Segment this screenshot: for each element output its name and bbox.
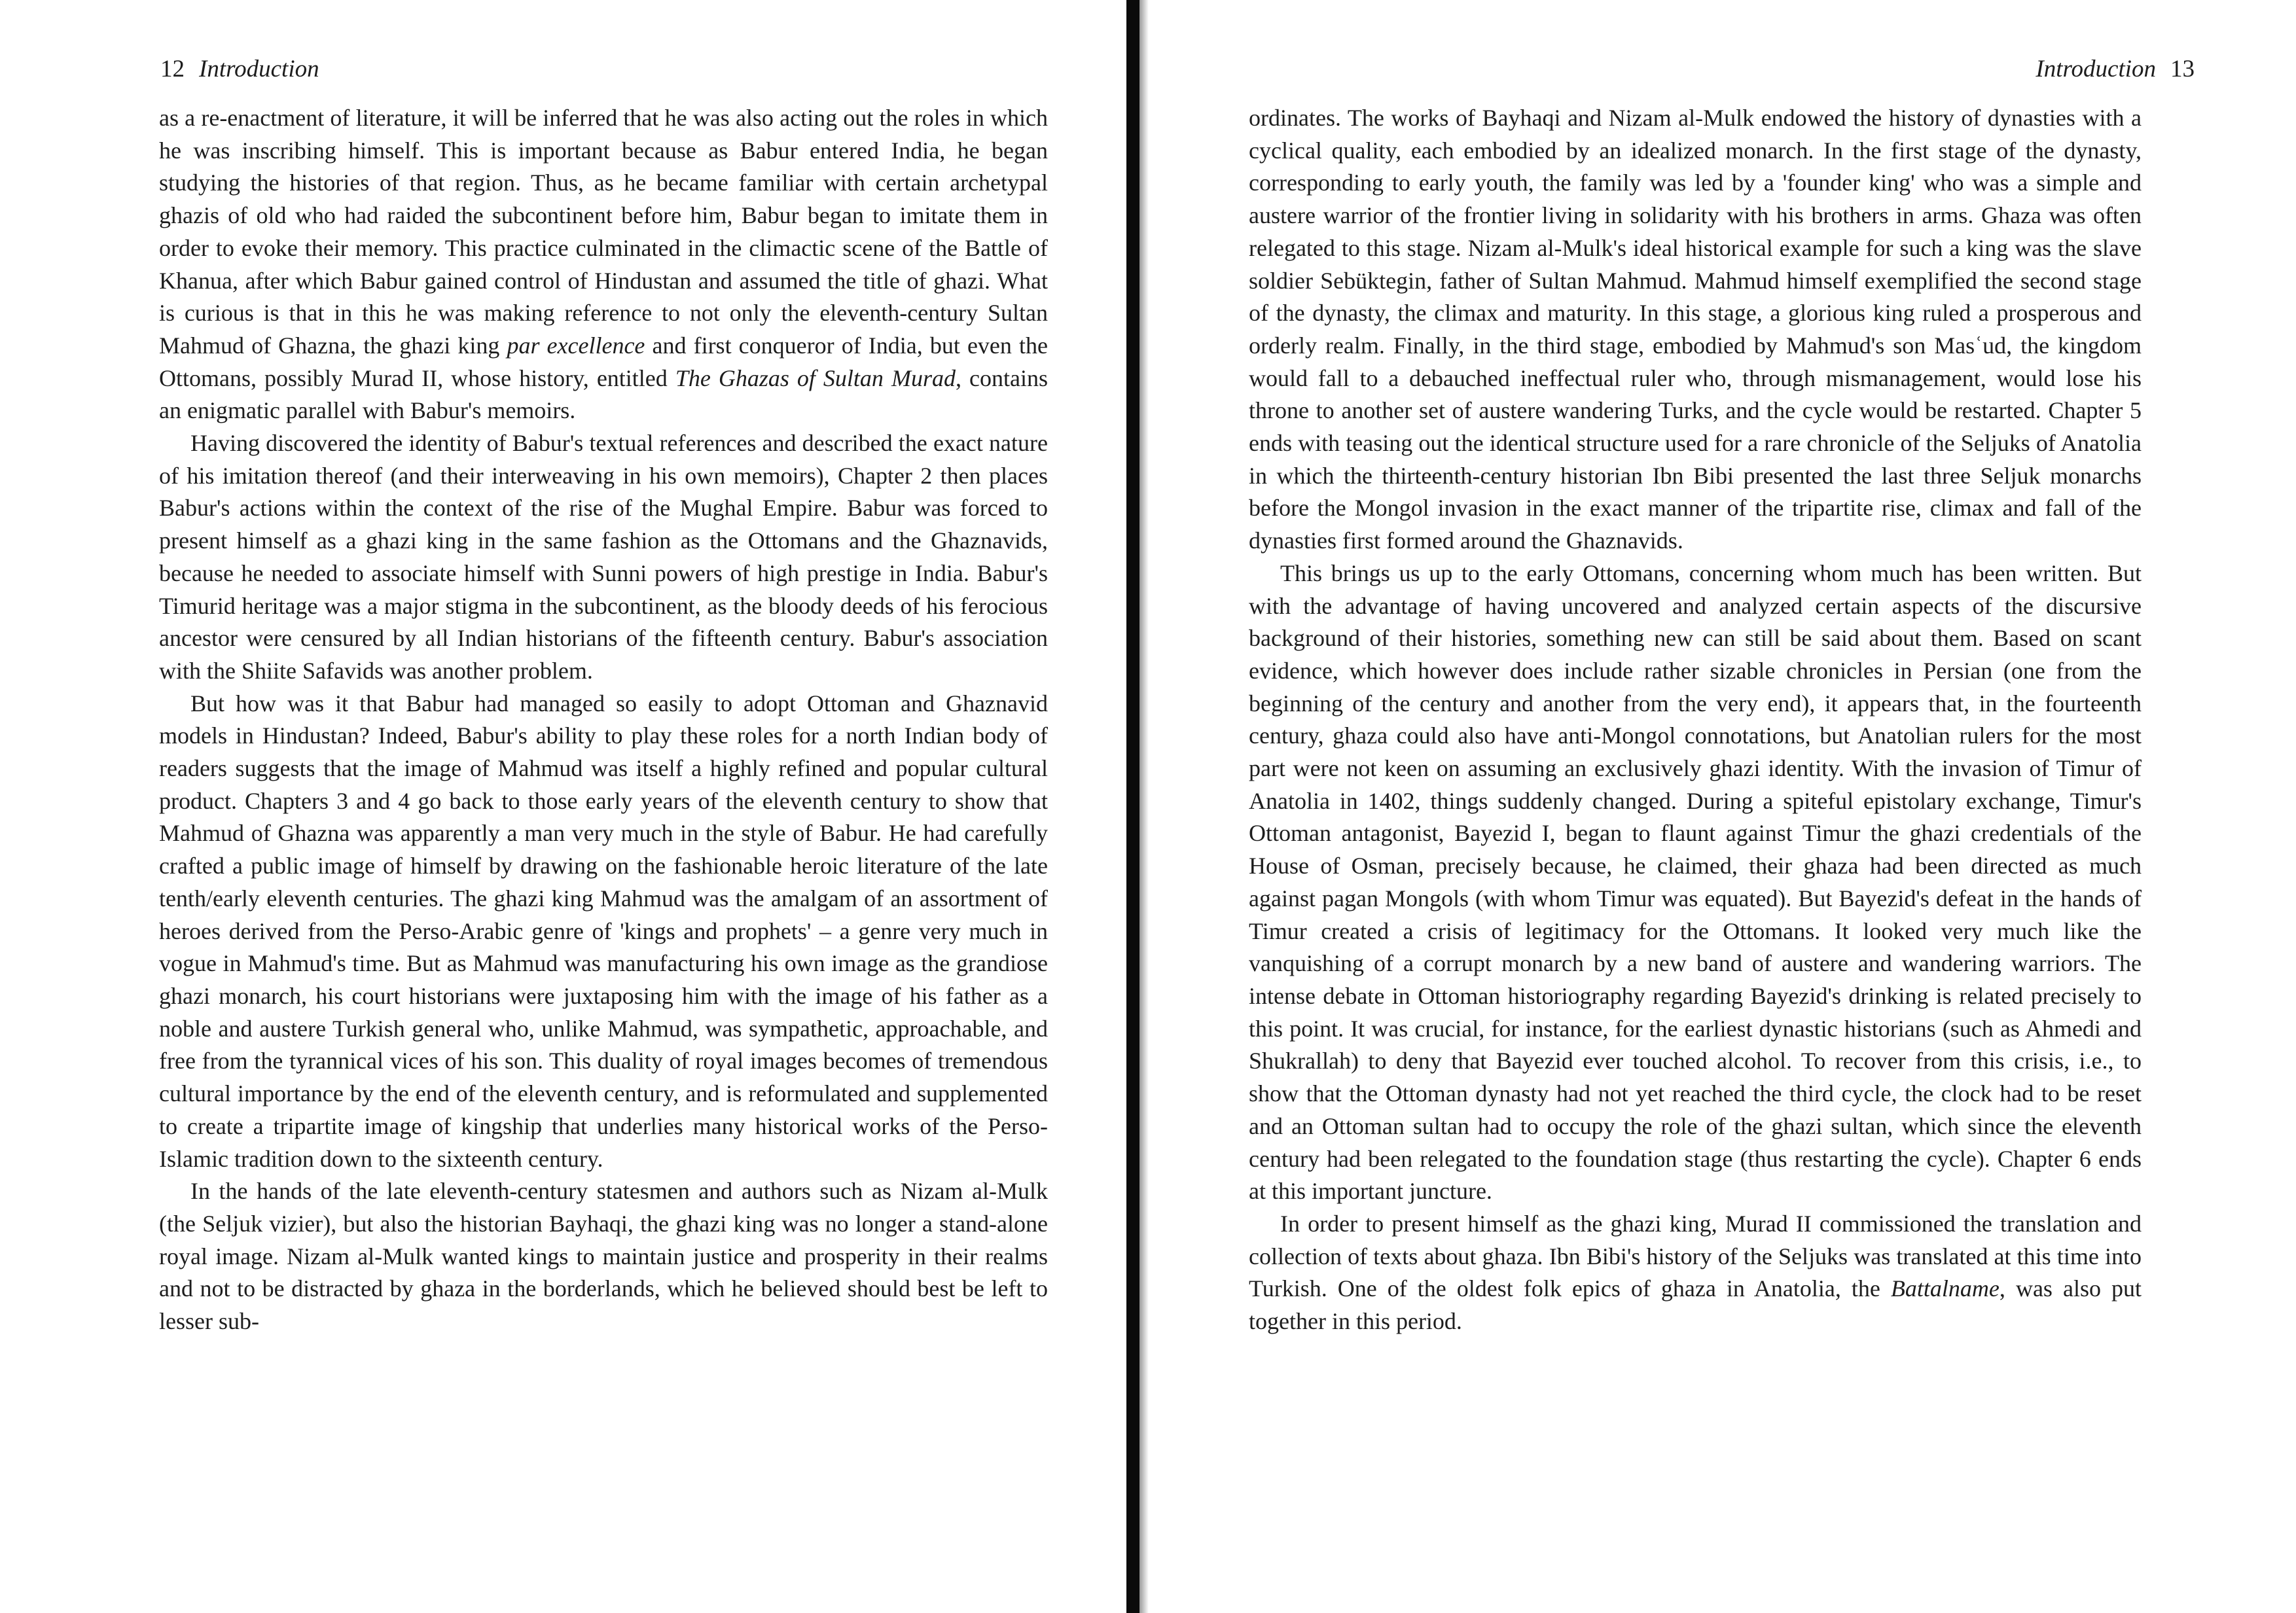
right-page — [1149, 0, 2296, 1613]
right-running-head — [2036, 55, 2195, 84]
left-page-number: 12 — [160, 56, 185, 82]
left-running-title: Introduction — [199, 56, 319, 82]
paragraph-text: ordinates. The works of Bayhaqi and Nizam al-Mulk endowed the history of dynasties with a cyclical quality, each embodied by an idealized monarch. In the first stage of the dynasty, corresponding to early youth, the family was led by a 'founder king' who was a simple and austere warrior of the frontier living in solidarity with his brothers in arms. Ghaza was often relegated to this stage. Nizam al-Mulk's ideal historical example for such a king was the slave soldier Sebüktegin, father of Sultan Mahmud. Mahmud himself exemplified the second stage of the dynasty, the climax and maturity. In this stage, a glorious king ruled a prosperous and orderly realm. Finally, in the third stage, embodied by Mahmud's son Masʿud, the kingdom would fall to a debauched ineffectual ruler who, through mismanagement, would lose his throne to another set of austere wandering Turks, and the cycle would be restarted. Chapter 5 ends with teasing out the identical structure used for a rare chronicle of the Seljuks of Anatolia in which the thirteenth-century historian Ibn Bibi presented the last three Seljuk monarchs before the Mongol invasion in the exact manner of the tripartite rise, climax and fall of the dynasties first formed around the Ghaznavids. — [1249, 105, 2142, 554]
paragraph — [1249, 102, 2142, 558]
left-running-head — [160, 55, 319, 84]
right-body-text — [1249, 102, 2142, 1338]
paragraph-text: , contains an enigmatic parallel with Babur's memoirs. — [159, 364, 1048, 424]
italic-text: The Ghazas of Sultan Murad — [675, 364, 956, 391]
left-page — [0, 0, 1126, 1613]
paragraph — [1249, 558, 2142, 1208]
book-gutter — [1126, 0, 1139, 1613]
paragraph — [1249, 1208, 2142, 1338]
paragraph-text: and first conqueror of India, but even the Ottomans, possibly Murad II, whose history, entitled — [159, 332, 1048, 391]
paragraph-text: This brings us up to the early Ottomans, concerning whom much has been written. But with the advantage of having uncovered and analyzed certain aspects of the discursive background of their histories, something new can still be said about them. Based on scant evidence, which however does include rather sizable chronicles in Persian (one from the beginning of the century and another from the very end), it appears that, in the fourteenth century, ghaza could also have anti-Mongol connotations, but Anatolian rulers for the most part were not keen on assuming an exclusively ghazi identity. With the invasion of Timur of Anatolia in 1402, things suddenly changed. During a spiteful epistolary exchange, Timur's Ottoman antagonist, Bayezid I, began to flaunt against Timur the ghazi credentials of the House of Osman, precisely because, he claimed, their ghaza had been directed as much against pagan Mongols (with whom Timur was equated). But Bayezid's defeat in the hands of Timur created a crisis of legitimacy for the Ottomans. It looked very much like the vanquishing of a corrupt monarch by a new band of austere and wandering warriors. The intense debate in Ottoman historiography regarding Bayezid's drinking is related precisely to this point. It was crucial, for instance, for the earliest dynastic historians (such as Ahmedi and Shukrallah) to deny that Bayezid ever touched alcohol. To recover from this crisis, i.e., to show that the Ottoman dynasty had not yet reached the third cycle, the clock had to be reset and an Ottoman sultan had to occupy the role of the ghazi sultan, which since the eleventh century had been relegated to the foundation stage (thus restarting the cycle). Chapter 6 ends at this important juncture. — [1249, 559, 2142, 1205]
paragraph-text: Having discovered the identity of Babur's textual references and described the exact nature of his imitation thereof (and their interweaving in his own memoirs), Chapter 2 then places Babur's actions within the context of the rise of the Mughal Empire. Babur was forced to present himself as a ghazi king in the same fashion as the Ottomans and the Ghaznavids, because he needed to associate himself with Sunni powers of high prestige in India. Babur's Timurid heritage was a major stigma in the subcontinent, as the bloody deeds of his ferocious ancestor were censured by all Indian historians of the fifteenth century. Babur's association with the Shiite Safavids was another problem. — [159, 430, 1048, 684]
paragraph-text: , was also put together in this period. — [1249, 1275, 2142, 1335]
right-page-number: 13 — [2170, 56, 2195, 82]
paragraph — [159, 688, 1048, 1176]
paragraph-text: as a re-enactment of literature, it will be inferred that he was also acting out the roles in which he was inscribing himself. This is important because as Babur entered India, he began studying the histories of that region. Thus, as he became familiar with certain archetypal ghazis of old who had raided the subcontinent before him, Babur began to imitate them in order to evoke their memory. This practice culminated in the climactic scene of the Battle of Khanua, after which Babur gained control of Hindustan and assumed the title of ghazi. What is curious is that in this he was making reference to not only the eleventh-century Sultan Mahmud of Ghazna, the ghazi king — [159, 105, 1048, 359]
italic-text: Battalname — [1890, 1275, 2000, 1302]
paragraph-text: In order to present himself as the ghazi king, Murad II commissioned the translation and collection of texts about ghaza. Ibn Bibi's history of the Seljuks was translated at this time into Turkish. One of the oldest folk epics of ghaza in Anatolia, the — [1249, 1210, 2142, 1302]
paragraph — [159, 427, 1048, 688]
paragraph — [159, 1175, 1048, 1338]
italic-text: par excellence — [507, 332, 645, 359]
right-running-title: Introduction — [2036, 56, 2156, 82]
paragraph-text: In the hands of the late eleventh-century statesmen and authors such as Nizam al-Mulk (the Seljuk vizier), but also the historian Bayhaqi, the ghazi king was no longer a stand-alone royal image. Nizam al-Mulk wanted kings to maintain justice and prosperity in their realms and not to be distracted by ghaza in the borderlands, which he believed should best be left to lesser sub- — [159, 1178, 1048, 1335]
left-body-text — [159, 102, 1048, 1338]
paragraph-text: But how was it that Babur had managed so easily to adopt Ottoman and Ghaznavid models in Hindustan? Indeed, Babur's ability to play these roles for a north Indian body of readers suggests that the image of Mahmud was itself a highly refined and popular cultural product. Chapters 3 and 4 go back to those early years of the eleventh century to show that Mahmud of Ghazna was apparently a man very much in the style of Babur. He had carefully crafted a public image of himself by drawing on the fashionable heroic literature of the late tenth/early eleventh centuries. The ghazi king Mahmud was the amalgam of an assortment of heroes derived from the Perso-Arabic genre of 'kings and prophets' – a genre very much in vogue in Mahmud's time. But as Mahmud was manufacturing his own image as the grandiose ghazi monarch, his court historians were juxtaposing him with the image of his father as a noble and austere Turkish general who, unlike Mahmud, was sympathetic, approachable, and free from the tyrannical vices of his son. This duality of royal images becomes of tremendous cultural importance by the end of the eleventh century, and is reformulated and supplemented to create a tripartite image of kingship that underlies many historical works of the Perso-Islamic tradition down to the sixteenth century. — [159, 690, 1048, 1172]
paragraph — [159, 102, 1048, 427]
gutter-shadow — [1139, 0, 1149, 1613]
